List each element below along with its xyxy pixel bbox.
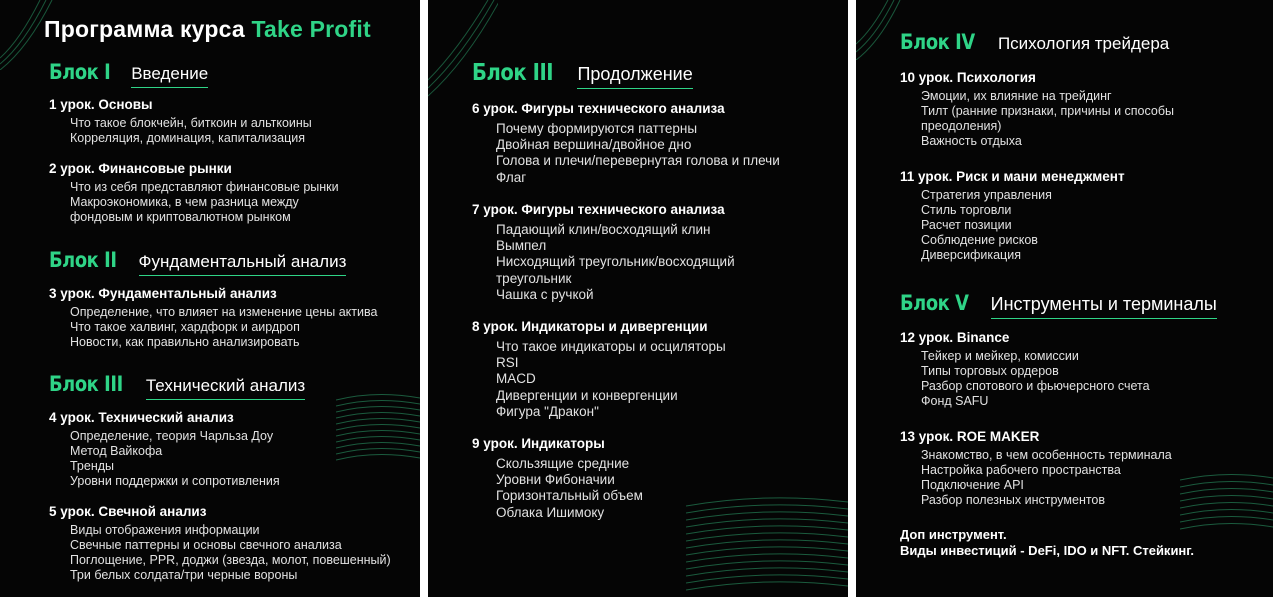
lesson-topic: Что такое блокчейн, биткоин и альткоины: [70, 116, 312, 130]
lesson-title: 4 урок. Технический анализ: [49, 410, 234, 425]
lesson-topic-list: [49, 305, 377, 350]
lesson-topic: Тренды: [70, 459, 115, 473]
lesson-topic-list: [49, 116, 312, 146]
extra-tools: [900, 527, 1194, 559]
lesson-topic: MACD: [496, 371, 536, 387]
lesson-topic-list: [900, 89, 1174, 149]
lesson-topic: Тилт (ранние признаки, причины и способы: [921, 104, 1174, 118]
block-number: Блок V: [900, 291, 969, 315]
lesson-7: [472, 202, 735, 303]
lesson-topic-list: [49, 180, 339, 225]
lesson-topic: Чашка с ручкой: [496, 286, 594, 302]
lesson-topic: Почему формируются паттерны: [496, 121, 698, 136]
extra-tools-title: Доп инструмент.: [900, 527, 1007, 542]
block-title: Технический анализ: [146, 376, 305, 400]
block-title: Психология трейдера: [997, 34, 1170, 53]
lesson-3: [49, 286, 377, 350]
lesson-topic-list: [472, 339, 726, 420]
wave-lines-decoration: [1180, 470, 1273, 535]
wave-lines-decoration: [428, 0, 498, 110]
block-number: Блок III: [49, 372, 123, 396]
lesson-topic: Важность отдыха: [921, 134, 1022, 148]
lesson-topic: фондовым и криптовалютном рынком: [70, 210, 291, 224]
block-heading-4: [472, 60, 693, 89]
lesson-topic: Определение, теория Чарльза Доу: [70, 429, 274, 443]
lesson-13: [900, 429, 1172, 508]
lesson-topic: Фонд SAFU: [921, 394, 989, 408]
panel-3: [856, 0, 1273, 597]
block-heading-5: [900, 30, 1169, 57]
block-title: Фундаментальный анализ: [139, 252, 347, 276]
lesson-topic: RSI: [496, 355, 519, 371]
lesson-topic: Разбор полезных инструментов: [921, 493, 1106, 507]
lesson-topic: Горизонтальный объем: [496, 488, 643, 504]
block-number: Блок IV: [900, 30, 975, 54]
lesson-topic: Дивергенции и конвергенции: [496, 387, 678, 403]
lesson-topic: Эмоции, их влияние на трейдинг: [921, 89, 1112, 103]
block-heading-6: [900, 291, 1217, 319]
lesson-topic: Диверсификация: [921, 248, 1021, 262]
lesson-topic: Двойная вершина/двойное дно: [496, 137, 692, 153]
lesson-9: [472, 436, 643, 521]
lesson-topic: Уровни Фибоначии: [496, 472, 615, 488]
lesson-topic: треугольник: [496, 270, 572, 286]
lesson-title: 8 урок. Индикаторы и дивергенции: [472, 319, 708, 334]
lesson-title: 3 урок. Фундаментальный анализ: [49, 286, 277, 301]
panel-1: [0, 0, 420, 597]
lesson-topic-list: [900, 448, 1172, 508]
page-title-prefix: Программа курса: [44, 16, 245, 42]
lesson-topic: Что из себя представляют финансовые рынки: [70, 180, 339, 194]
lesson-topic: Разбор спотового и фьючерсного счета: [921, 379, 1150, 393]
lesson-title: 6 урок. Фигуры технического анализа: [472, 101, 725, 116]
lesson-topic-list: [900, 188, 1125, 263]
lesson-10: [900, 70, 1174, 149]
lesson-topic: Определение, что влияет на изменение цены актива: [70, 305, 378, 319]
block-number: Блок III: [472, 60, 554, 86]
lesson-title: 5 урок. Свечной анализ: [49, 504, 207, 519]
lesson-topic: Макроэкономика, в чем разница между: [70, 195, 299, 209]
lesson-topic: Тейкер и мейкер, комиссии: [921, 349, 1079, 363]
page-title: [44, 16, 371, 43]
lesson-topic: Новости, как правильно анализировать: [70, 335, 300, 349]
lesson-topic: Настройка рабочего пространства: [921, 463, 1121, 477]
extra-tools-text: Виды инвестиций - DeFi, IDO и NFT. Стейкинг.: [900, 543, 1195, 558]
lesson-topic: Виды отображения информации: [70, 523, 260, 537]
lesson-topic: Типы торговых ордеров: [921, 364, 1059, 378]
lesson-topic: Нисходящий треугольник/восходящий: [496, 254, 735, 270]
lesson-topic: Соблюдение рисков: [921, 233, 1038, 247]
lesson-topic: Фигура "Дракон": [496, 403, 599, 419]
lesson-topic: Стратегия управления: [921, 188, 1052, 202]
lesson-6: [472, 101, 780, 186]
lesson-topic: Расчет позиции: [921, 218, 1012, 232]
wave-lines-decoration: [336, 390, 420, 480]
lesson-topic: Метод Вайкофа: [70, 444, 163, 458]
lesson-5: [49, 504, 391, 583]
lesson-12: [900, 330, 1150, 409]
block-number: Блок II: [49, 248, 117, 272]
lesson-topic: Поглощение, PPR, доджи (звезда, молот, повешенный): [70, 553, 391, 567]
lesson-11: [900, 169, 1125, 263]
lesson-topic: Свечные паттерны и основы свечного анализа: [70, 538, 342, 552]
lesson-topic: Что такое индикаторы и осциляторы: [496, 339, 726, 354]
lesson-topic-list: [49, 523, 391, 583]
lesson-8: [472, 319, 726, 420]
block-title: Введение: [131, 64, 208, 88]
block-heading-3: [49, 372, 305, 400]
lesson-1: [49, 97, 312, 146]
lesson-topic: Падающий клин/восходящий клин: [496, 222, 711, 237]
block-heading-2: [49, 248, 346, 276]
lesson-topic: Флаг: [496, 169, 527, 185]
lesson-title: 9 урок. Индикаторы: [472, 436, 605, 451]
panel-2: [428, 0, 848, 597]
lesson-topic: преодоления): [921, 119, 1002, 133]
lesson-topic: Три белых солдата/три черные вороны: [70, 568, 298, 582]
lesson-4: [49, 410, 280, 489]
lesson-topic: Что такое халвинг, хардфорк и аирдроп: [70, 320, 300, 334]
page-title-brand: Take Profit: [251, 16, 371, 42]
wave-lines-decoration: [856, 0, 906, 60]
lesson-topic: Уровни поддержки и сопротивления: [70, 474, 280, 488]
lesson-title: 11 урок. Риск и мани менеджмент: [900, 169, 1125, 184]
lesson-topic: Вымпел: [496, 238, 547, 254]
lesson-2: [49, 161, 339, 225]
lesson-topic: Знакомство, в чем особенность терминала: [921, 448, 1172, 462]
block-title: Продолжение: [577, 64, 692, 89]
lesson-title: 7 урок. Фигуры технического анализа: [472, 202, 725, 217]
lesson-topic-list: [472, 121, 780, 186]
lesson-topic-list: [472, 456, 643, 521]
lesson-title: 10 урок. Психология: [900, 70, 1036, 85]
lesson-title: 2 урок. Финансовые рынки: [49, 161, 232, 176]
lesson-title: 13 урок. ROE MAKER: [900, 429, 1040, 444]
lesson-topic-list: [49, 429, 280, 489]
lesson-topic-list: [900, 349, 1150, 409]
lesson-topic: Голова и плечи/перевернутая голова и плечи: [496, 153, 780, 169]
lesson-topic: Подключение API: [921, 478, 1024, 492]
block-number: Блок I: [49, 60, 111, 84]
wave-lines-decoration: [686, 492, 848, 597]
lesson-title: 1 урок. Основы: [49, 97, 153, 112]
block-title: Инструменты и терминалы: [991, 294, 1217, 319]
block-heading-1: [49, 60, 208, 88]
lesson-topic-list: [472, 222, 735, 303]
lesson-topic: Корреляция, доминация, капитализация: [70, 131, 305, 145]
lesson-topic: Облака Ишимоку: [496, 504, 605, 520]
lesson-topic: Скользящие средние: [496, 456, 630, 471]
lesson-title: 12 урок. Binance: [900, 330, 1010, 345]
lesson-topic: Стиль торговли: [921, 203, 1012, 217]
